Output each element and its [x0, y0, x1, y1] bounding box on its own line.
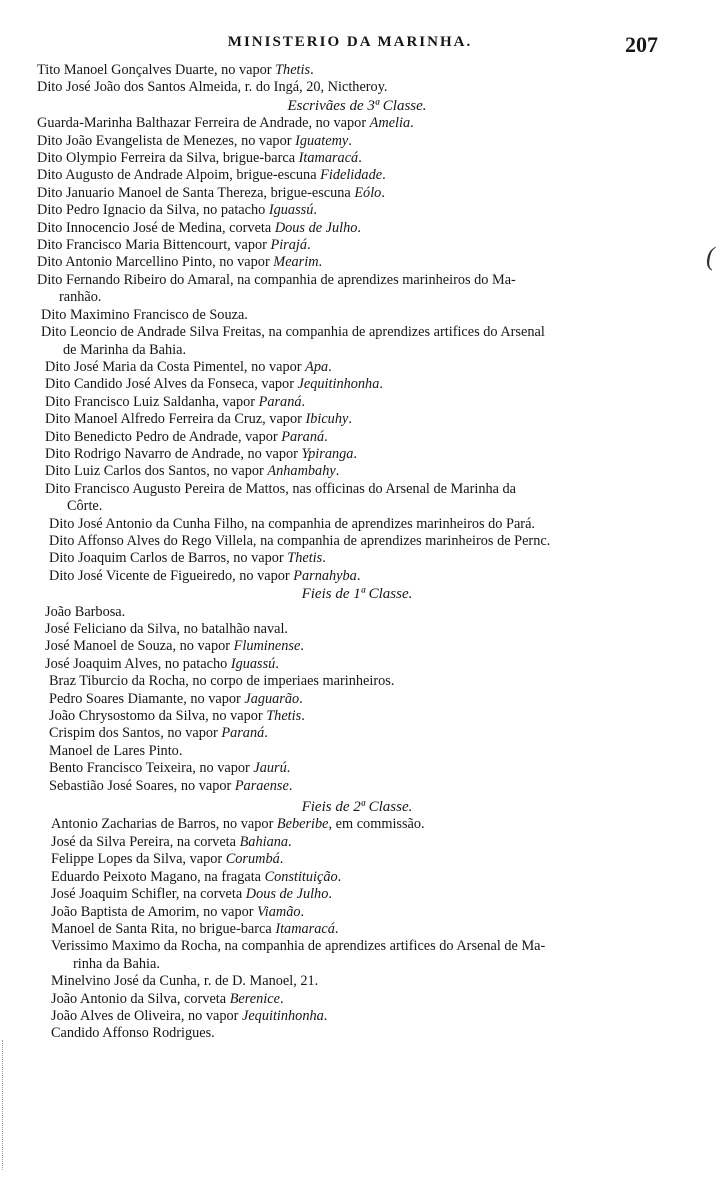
- list-item: Dito Januario Manoel de Santa Thereza, brigue-escuna Eólo.: [37, 184, 385, 201]
- list-item: José Joaquim Alves, no patacho Iguassú.: [45, 655, 279, 672]
- list-item: Antonio Zacharias de Barros, no vapor Beberibe, em commissão.: [51, 816, 425, 833]
- list-item: Dito Leoncio de Andrade Silva Freitas, na companhia de aprendizes artifices do Arsenal de Marinha da Bahia.: [41, 324, 545, 358]
- entries-column: [37, 62, 677, 1043]
- list-item: Candido Affonso Rodrigues.: [51, 1025, 215, 1042]
- list-item: Dito Manoel Alfredo Ferreira da Cruz, vapor Ibicuhy.: [45, 411, 352, 428]
- list-item: Dito Maximino Francisco de Souza.: [41, 306, 248, 323]
- page-edge-speckle: [2, 1040, 7, 1170]
- list-item: Dito José Antonio da Cunha Filho, na companhia de aprendizes marinheiros do Pará.: [49, 515, 535, 532]
- list-item: Dito Augusto de Andrade Alpoim, brigue-escuna Fidelidade.: [37, 167, 386, 184]
- list-item: Dito João Evangelista de Menezes, no vapor Iguatemy.: [37, 132, 352, 149]
- list-item: João Baptista de Amorim, no vapor Viamão.: [51, 903, 305, 920]
- list-item: Dito José João dos Santos Almeida, r. do Ingá, 20, Nictheroy.: [37, 79, 388, 96]
- list-item: Manoel de Santa Rita, no brigue-barca Itamaracá.: [51, 920, 339, 937]
- list-item: Dito Rodrigo Navarro de Andrade, no vapor Ypiranga.: [45, 445, 357, 462]
- list-item: Dito Francisco Augusto Pereira de Mattos, nas officinas do Arsenal de Marinha da Côrte.: [45, 480, 517, 515]
- list-item: Minelvino José da Cunha, r. de D. Manoel, 21.: [51, 973, 319, 990]
- list-item: Pedro Soares Diamante, no vapor Jaguarão.: [49, 690, 303, 707]
- list-item: Dito Antonio Marcellino Pinto, no vapor Mearim.: [37, 254, 323, 271]
- list-item: Dito Pedro Ignacio da Silva, no patacho Iguassú.: [37, 202, 317, 219]
- list-item: Manoel de Lares Pinto.: [49, 742, 183, 759]
- list-item: Dito Francisco Maria Bittencourt, vapor Pirajá.: [37, 237, 311, 254]
- margin-pencil-mark: (: [706, 242, 715, 271]
- list-item: José Feliciano da Silva, no batalhão naval.: [45, 621, 288, 637]
- list-item: João Chrysostomo da Silva, no vapor Thetis.: [49, 708, 305, 725]
- list-item: Dito José Vicente de Figueiredo, no vapor Parnahyba.: [49, 567, 361, 584]
- list-item: Verissimo Maximo da Rocha, na companhia de aprendizes artifices do Arsenal de Ma- rinha da Bahia.: [51, 938, 546, 972]
- list-item: João Alves de Oliveira, no vapor Jequitinhonha.: [51, 1007, 328, 1024]
- list-item: Eduardo Peixoto Magano, na fragata Constituição.: [51, 868, 342, 885]
- page-number: 207: [625, 32, 658, 57]
- list-item: Dito Fernando Ribeiro do Amaral, na companhia de aprendizes marinheiros do Ma- ranhão.: [37, 271, 516, 306]
- list-item: José Manoel de Souza, no vapor Fluminense.: [45, 638, 304, 655]
- list-item: Dito Innocencio José de Medina, corveta Dous de Julho.: [37, 219, 361, 236]
- list-item: Sebastião José Soares, no vapor Paraense.: [49, 777, 293, 794]
- list-item: Dito Olympio Ferreira da Silva, brigue-barca Itamaracá.: [37, 150, 362, 167]
- list-item: Dito Benedicto Pedro de Andrade, vapor Paraná.: [45, 428, 328, 445]
- section-heading-fieis-1: Fieis de 1ª Classe.: [301, 586, 413, 603]
- section-heading-fieis-2: Fieis de 2ª Classe.: [301, 799, 413, 816]
- list-item: Tito Manoel Gonçalves Duarte, no vapor Thetis.: [37, 62, 314, 78]
- list-item: Dito Luiz Carlos dos Santos, no vapor Anhambahy.: [45, 463, 340, 480]
- list-item: João Barbosa.: [45, 603, 126, 620]
- list-item: Bento Francisco Teixeira, no vapor Jaurú.: [49, 760, 291, 777]
- list-item: Dito Candido José Alves da Fonseca, vapor Jequitinhonha.: [45, 376, 383, 393]
- list-item: João Antonio da Silva, corveta Berenice.: [51, 990, 284, 1007]
- list-item: Guarda-Marinha Balthazar Ferreira de Andrade, no vapor Amelia.: [37, 115, 414, 132]
- list-item: Dito José Maria da Costa Pimentel, no vapor Apa.: [45, 358, 332, 375]
- list-item: José da Silva Pereira, na corveta Bahiana.: [51, 833, 292, 850]
- section-heading-escrivaes: Escrivães de 3ª Classe.: [287, 97, 427, 114]
- list-item: Braz Tiburcio da Rocha, no corpo de imperiaes marinheiros.: [49, 673, 395, 690]
- list-item: Dito Affonso Alves do Rego Villela, na companhia de aprendizes marinheiros de Pernc.: [49, 532, 551, 549]
- list-item: Dito Francisco Luiz Saldanha, vapor Paraná.: [45, 393, 306, 410]
- page-header-title: MINISTERIO DA MARINHA.: [227, 34, 473, 50]
- list-item: José Joaquim Schifler, na corveta Dous de Julho.: [51, 886, 332, 903]
- list-item: Crispim dos Santos, no vapor Paraná.: [49, 725, 268, 742]
- list-item: Dito Joaquim Carlos de Barros, no vapor Thetis.: [49, 550, 326, 567]
- list-item: Felippe Lopes da Silva, vapor Corumbá.: [51, 851, 284, 868]
